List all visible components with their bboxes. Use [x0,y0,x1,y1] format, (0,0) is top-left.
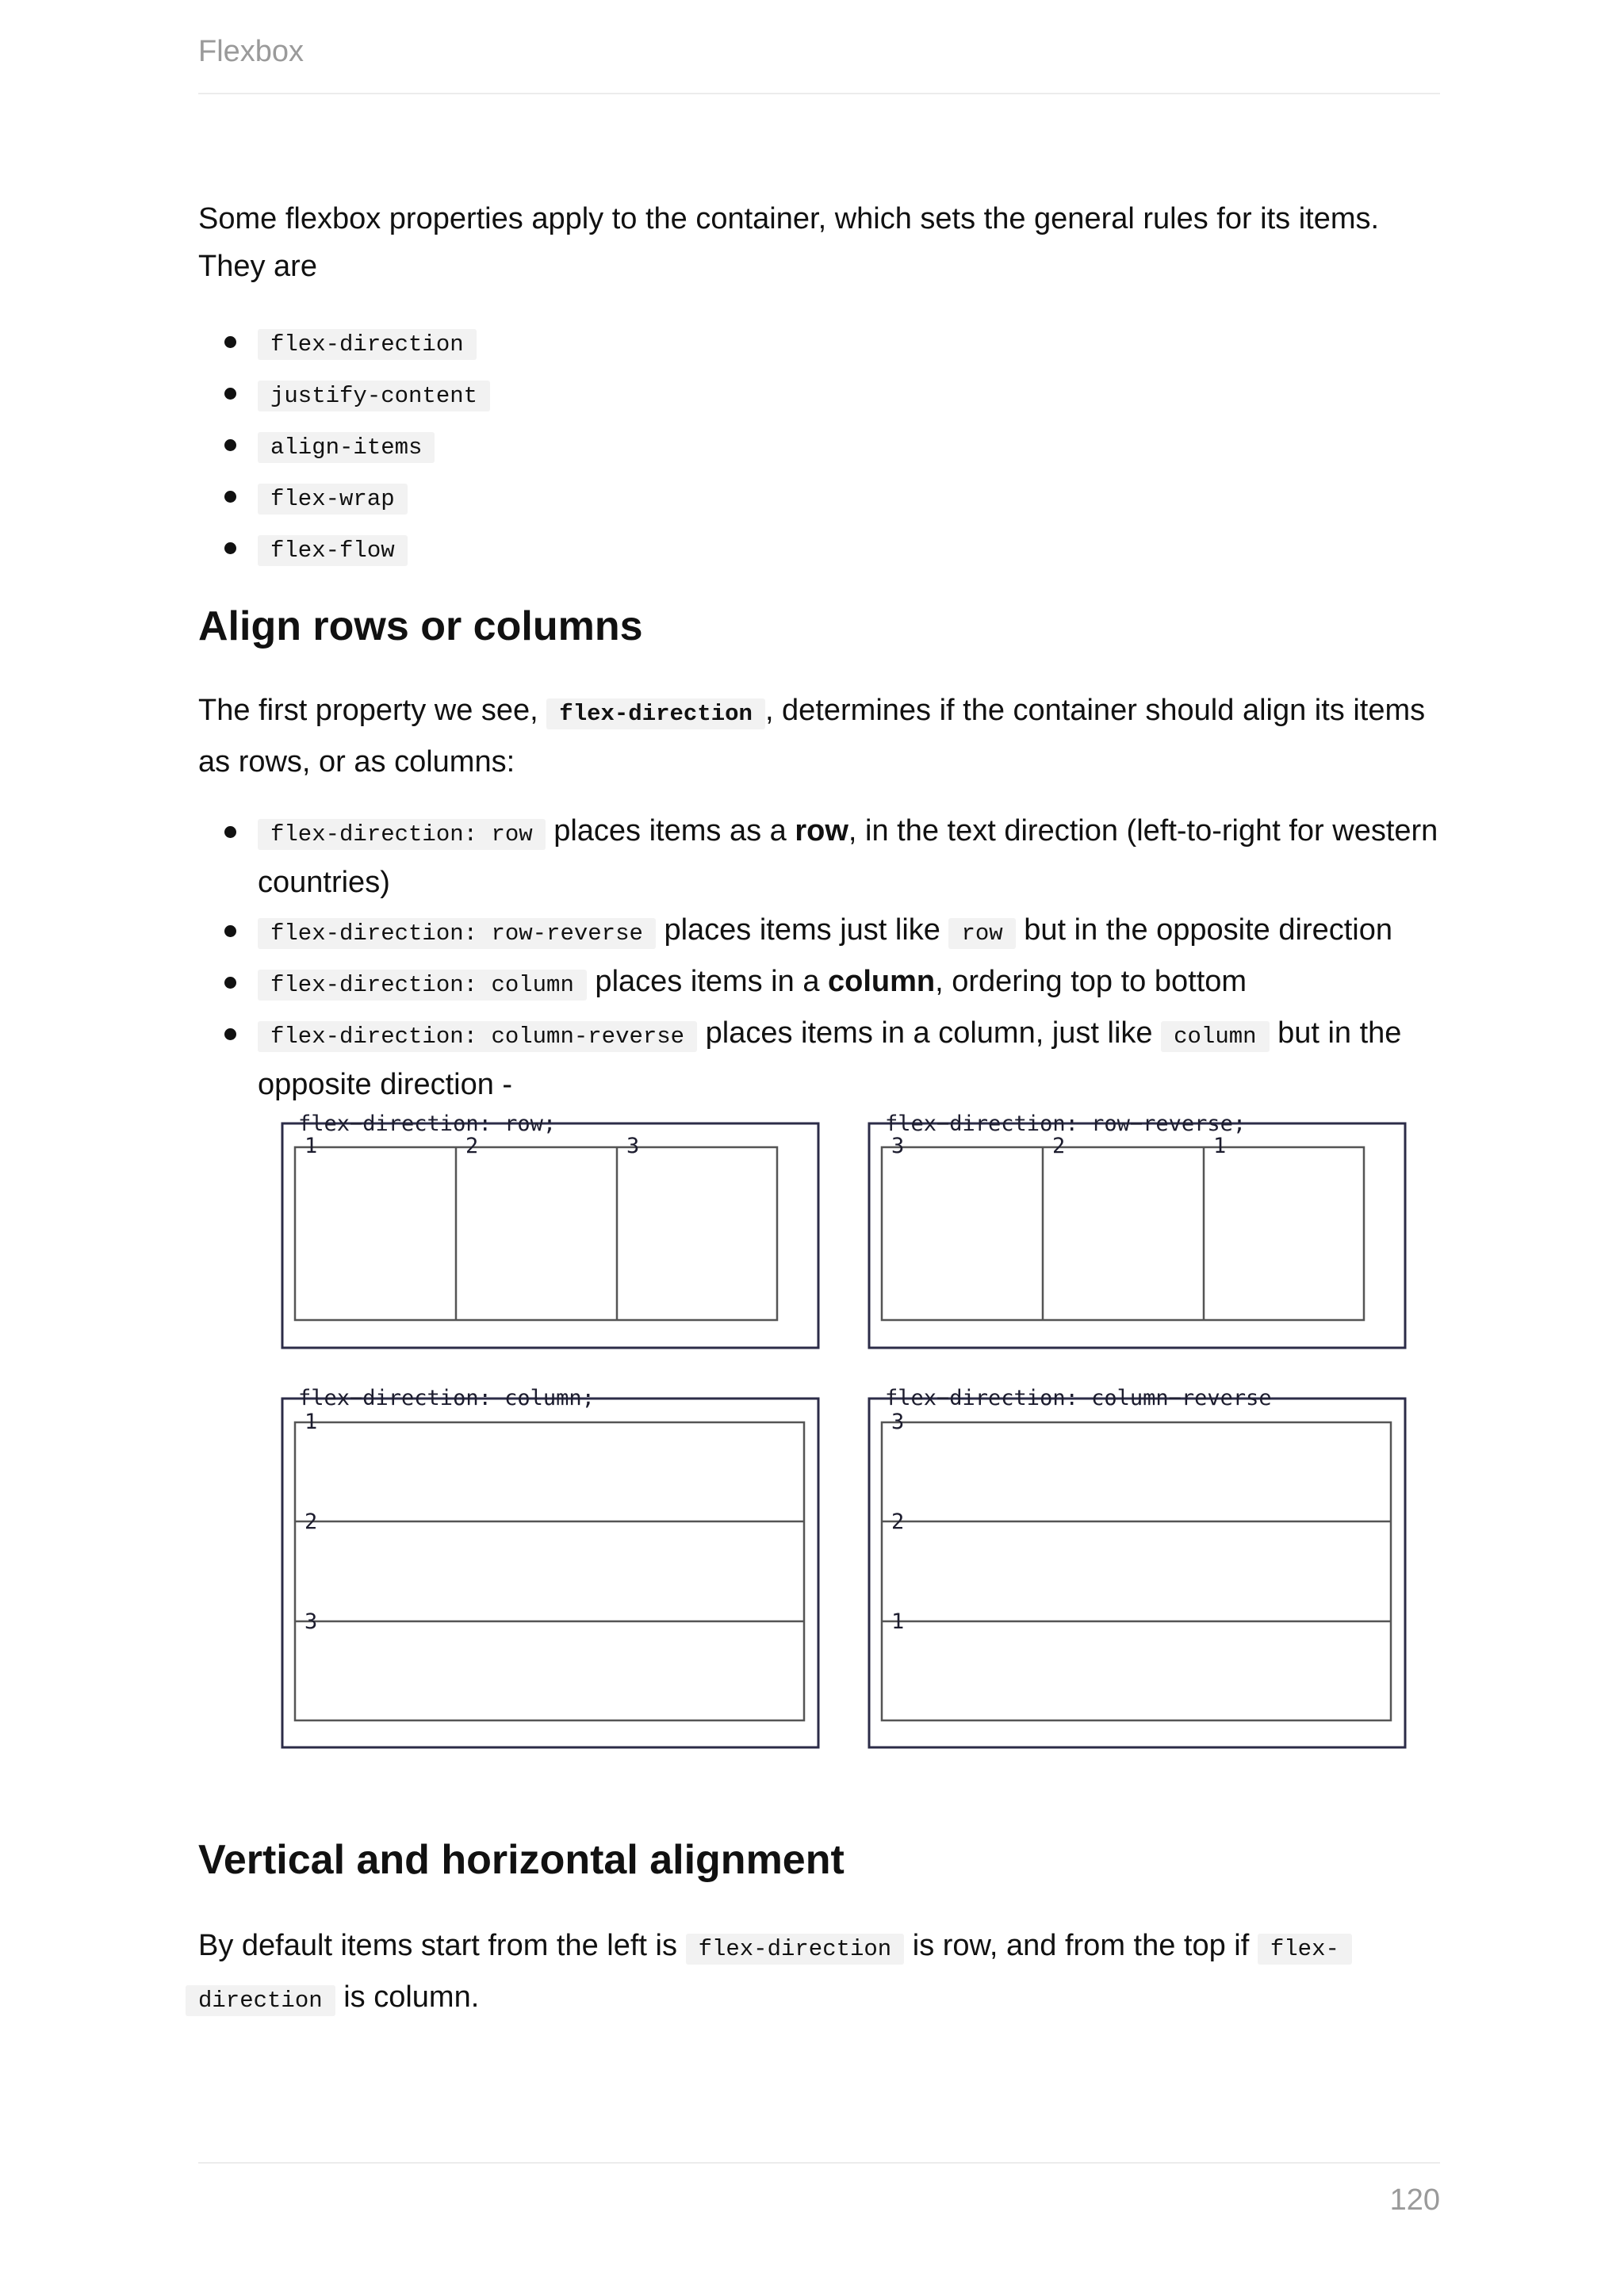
text-run: is row, and from the top if [904,1929,1258,1962]
bold-run: column [828,965,936,998]
section-heading-align: Align rows or columns [198,603,643,649]
item-label: 1 [1213,1134,1227,1158]
text-run: places items just like [655,913,949,947]
list-item-row [198,807,1440,906]
item-label: 1 [304,1410,318,1434]
item-label: 3 [891,1134,905,1158]
panel-row-reverse [869,1112,1405,1348]
header-rule [198,93,1440,94]
text-run: is column. [335,1980,480,2014]
list-item [198,523,1440,575]
code-align-items: align-items [258,432,435,463]
code-column: flex-direction: column [258,970,587,1001]
text-run: , in the text direction (left-to-right for western countries) [258,814,1438,899]
code-flex-direction-inline: flex-direction [546,698,765,729]
item-label: 1 [891,1609,905,1634]
panel-column-reverse-outer [869,1399,1405,1747]
item-label: 1 [304,1134,318,1158]
item-label: 2 [891,1510,905,1534]
text-run: The first property we see, [198,694,547,727]
document-page [198,0,1440,2296]
panel-row-reverse-inner [882,1147,1364,1320]
section-heading-vertical: Vertical and horizontal alignment [198,1837,845,1883]
running-header: Flexbox [198,35,304,68]
code-flex-direction: flex-direction [258,329,477,360]
code-row-reverse: flex-direction: row-reverse [258,918,656,949]
item-label: 2 [465,1134,479,1158]
list-item [198,420,1440,472]
panel-row-reverse-label: flex−direction: row−reverse; [885,1112,1247,1136]
text-run: By default items start from the left is [198,1929,686,1962]
page-number: 120 [1389,2183,1440,2217]
intro-paragraph: Some flexbox properties apply to the container, which sets the general rules for its items. They are [198,202,1380,283]
panel-row-label: flex−direction: row; [298,1112,557,1136]
text-run: places items in a [586,965,829,998]
code-flex-wrap: flex-wrap [258,484,408,515]
panel-row-inner [295,1147,777,1320]
list-item [198,472,1440,523]
text-run: but in the opposite direction - [258,1016,1402,1101]
vertical-intro-paragraph [198,1922,1440,2025]
panel-column [282,1386,818,1747]
code-flex-flow: flex-flow [258,535,408,566]
panel-row [282,1112,818,1348]
panel-column-inner [295,1422,804,1720]
code-column-reverse: flex-direction: column-reverse [258,1021,697,1052]
code-flex-prefix: flex- [1258,1934,1352,1965]
direction-intro-paragraph [198,687,1440,786]
list-item-row-reverse [198,906,1440,958]
panel-column-reverse-label: flex−direction: column−reverse [885,1386,1272,1410]
panel-column-label: flex−direction: column; [298,1386,595,1410]
text-run: , ordering top to bottom [935,965,1247,998]
code-row: flex-direction: row [258,819,546,850]
item-label: 3 [891,1410,905,1434]
item-label: 3 [304,1609,318,1634]
list-item-column-reverse [198,1009,1440,1108]
code-flex-direction-default: flex-direction [686,1934,905,1965]
text-run: places items in a column, just like [697,1016,1162,1050]
bold-run: row [795,814,848,848]
flex-direction-diagram [281,1112,1407,1762]
code-justify-content: justify-content [258,381,490,411]
code-direction-suffix: direction [186,1985,335,2016]
item-label: 2 [304,1510,318,1534]
panel-row-outer [282,1123,818,1348]
panel-column-reverse [869,1386,1405,1747]
text-run: , determines if the container should align its items as rows, or as columns: [198,694,1426,779]
list-item [198,317,1440,369]
list-item [198,369,1440,420]
panel-column-reverse-inner [882,1422,1391,1720]
code-row-inline: row [948,918,1015,949]
container-properties-list [198,317,1440,575]
item-label: 2 [1052,1134,1066,1158]
code-column-inline: column [1161,1021,1269,1052]
footer-rule [198,2162,1440,2164]
panel-row-reverse-outer [869,1123,1405,1348]
text-run: places items as a [545,814,795,848]
direction-values-list [198,807,1440,1108]
text-run: but in the opposite direction [1015,913,1393,947]
item-label: 3 [626,1134,640,1158]
list-item-column [198,958,1440,1009]
panel-column-outer [282,1399,818,1747]
